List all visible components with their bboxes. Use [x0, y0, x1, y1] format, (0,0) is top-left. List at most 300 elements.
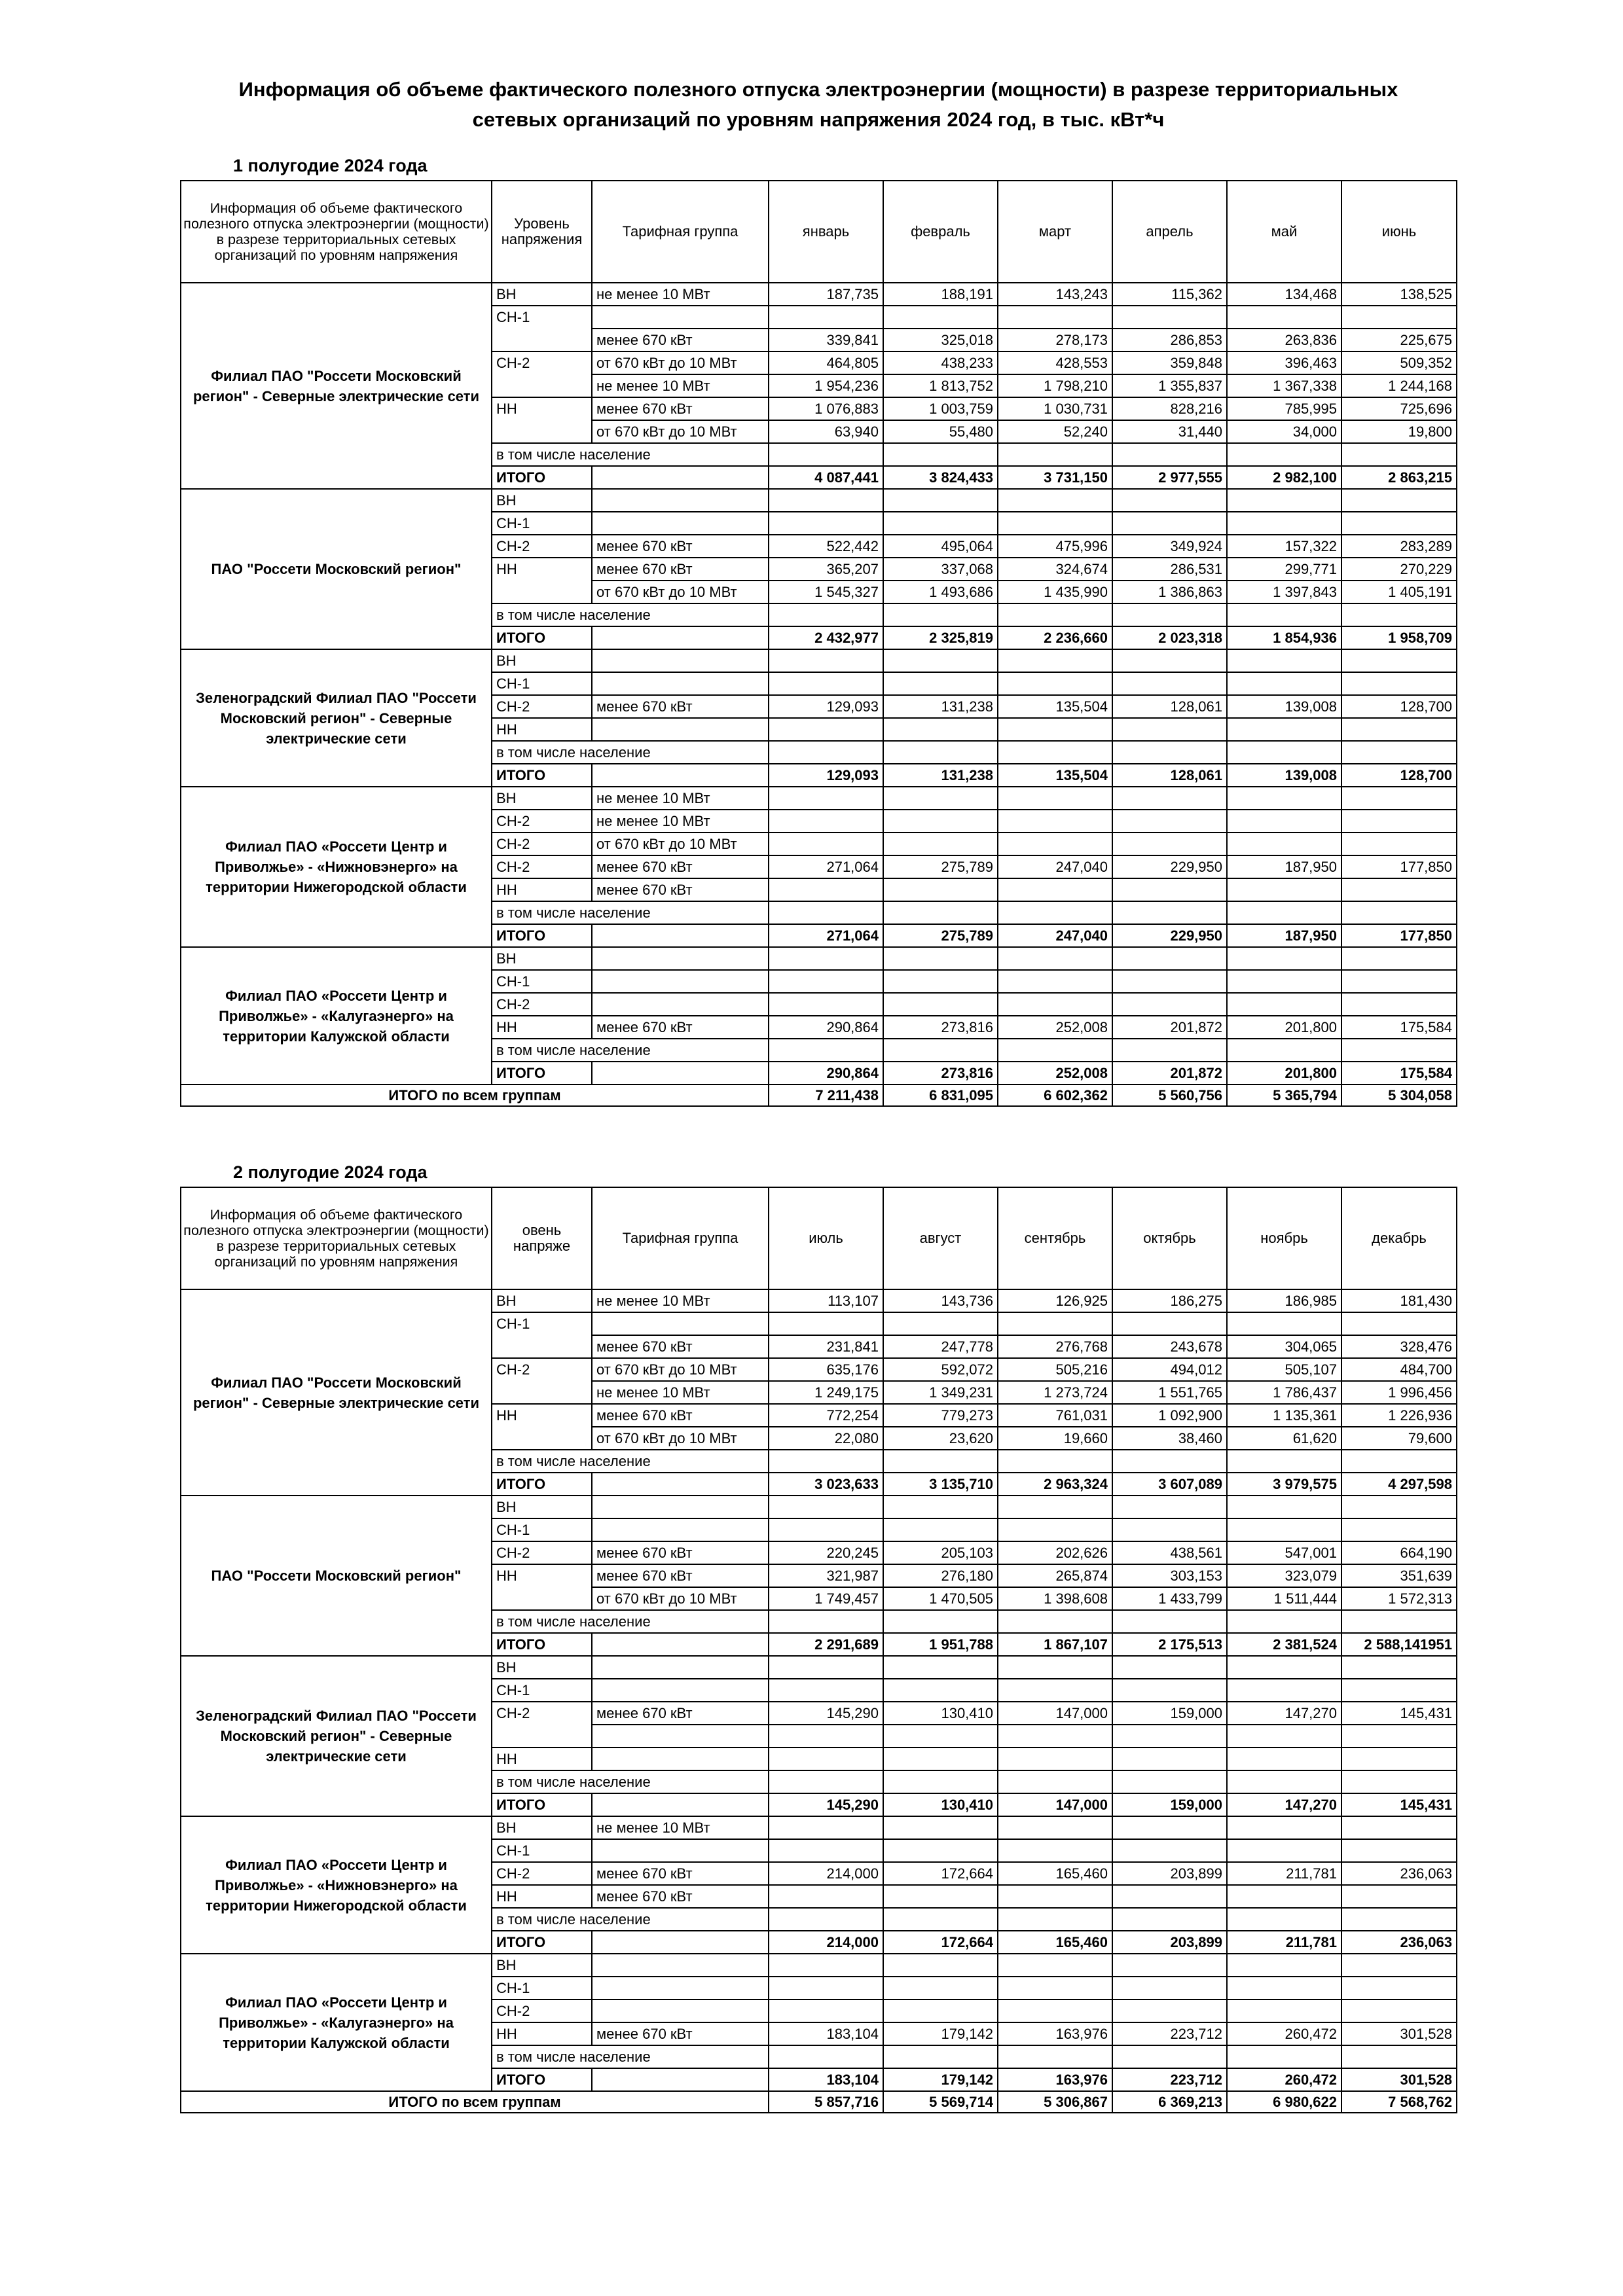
tariff-group: менее 670 кВт [592, 558, 769, 581]
organization-name: ПАО "Россети Московский регион" [181, 1496, 492, 1656]
total-label: ИТОГО [492, 764, 592, 787]
total-value: 1 867,107 [998, 1633, 1112, 1656]
header-month: декабрь [1341, 1187, 1457, 1289]
value-cell [1112, 878, 1227, 901]
header-month: сентябрь [998, 1187, 1112, 1289]
voltage-level [492, 329, 592, 351]
population-label: в том числе население [492, 1039, 592, 1062]
value-cell: 1 398,608 [998, 1587, 1112, 1610]
half2-table [180, 1187, 1457, 2113]
total-value: 3 607,089 [1112, 1473, 1227, 1496]
value-cell [1227, 1885, 1341, 1908]
voltage-level [492, 1587, 592, 1610]
value-cell [1341, 1039, 1457, 1062]
total-value: 252,008 [998, 1062, 1112, 1085]
total-label: ИТОГО [492, 626, 592, 649]
total-value: 2 588,141951 [1341, 1633, 1457, 1656]
value-cell [1112, 1816, 1227, 1839]
tariff-group [592, 947, 769, 970]
value-cell: 172,664 [883, 1862, 998, 1885]
value-cell [1227, 1908, 1341, 1931]
tariff-group: не менее 10 МВт [592, 787, 769, 810]
total-value: 131,238 [883, 764, 998, 787]
tariff-group [592, 1839, 769, 1862]
value-cell: 38,460 [1112, 1427, 1227, 1450]
value-cell: 1 749,457 [769, 1587, 883, 1610]
grand-total-value: 5 304,058 [1341, 1085, 1457, 1106]
value-cell: 128,061 [1112, 695, 1227, 718]
voltage-level: СН-2 [492, 351, 592, 374]
table-row [181, 1816, 1457, 1839]
value-cell: 509,352 [1341, 351, 1457, 374]
total-value: 2 977,555 [1112, 466, 1227, 489]
value-cell [883, 443, 998, 466]
value-cell: 1 786,437 [1227, 1381, 1341, 1404]
value-cell [1112, 489, 1227, 512]
tariff-group: от 670 кВт до 10 МВт [592, 351, 769, 374]
value-cell: 177,850 [1341, 855, 1457, 878]
tariff-group [592, 649, 769, 672]
table-row [181, 787, 1457, 810]
value-cell [1227, 649, 1341, 672]
total-value: 2 432,977 [769, 626, 883, 649]
tariff-group: не менее 10 МВт [592, 374, 769, 397]
grand-total-value: 6 980,622 [1227, 2091, 1341, 2113]
value-cell [883, 2045, 998, 2068]
value-cell [883, 1885, 998, 1908]
value-cell: 494,012 [1112, 1358, 1227, 1381]
total-label: ИТОГО [492, 1793, 592, 1816]
value-cell: 130,410 [883, 1702, 998, 1725]
header-tariff-group: Тарифная группа [592, 181, 769, 283]
voltage-level: СН-2 [492, 1358, 592, 1381]
voltage-level: НН [492, 1564, 592, 1587]
value-cell: 1 397,843 [1227, 581, 1341, 603]
total-value: 4 297,598 [1341, 1473, 1457, 1496]
header-voltage-level: Уровень напряжения [492, 181, 592, 283]
value-cell: 349,924 [1112, 535, 1227, 558]
value-cell [1341, 1496, 1457, 1518]
value-cell: 772,254 [769, 1404, 883, 1427]
population-label: в том числе население [492, 2045, 592, 2068]
tariff-group: менее 670 кВт [592, 855, 769, 878]
total-value: 223,712 [1112, 2068, 1227, 2091]
voltage-level: НН [492, 1748, 592, 1770]
organization-name: Филиал ПАО «Россети Центр и Приволжье» - «Калугаэнерго» на территории Калужской области [181, 947, 492, 1085]
voltage-level [492, 1335, 592, 1358]
value-cell [883, 901, 998, 924]
value-cell: 263,836 [1227, 329, 1341, 351]
total-value: 236,063 [1341, 1931, 1457, 1954]
voltage-level: СН-1 [492, 1839, 592, 1862]
value-cell [769, 833, 883, 855]
total-value: 214,000 [769, 1931, 883, 1954]
value-cell: 1 996,456 [1341, 1381, 1457, 1404]
value-cell [998, 1954, 1112, 1977]
value-cell [1341, 1748, 1457, 1770]
total-value: 2 175,513 [1112, 1633, 1227, 1656]
total-value: 159,000 [1112, 1793, 1227, 1816]
value-cell [769, 2045, 883, 2068]
value-cell [1341, 1839, 1457, 1862]
total-label: ИТОГО [492, 466, 592, 489]
total-value: 2 381,524 [1227, 1633, 1341, 1656]
value-cell: 1 355,837 [1112, 374, 1227, 397]
voltage-level: СН-1 [492, 970, 592, 993]
value-cell [883, 1450, 998, 1473]
value-cell: 283,289 [1341, 535, 1457, 558]
value-cell [769, 787, 883, 810]
value-cell [1227, 1518, 1341, 1541]
grand-total-value: 6 369,213 [1112, 2091, 1227, 2113]
value-cell [1227, 1748, 1341, 1770]
value-cell [1341, 1518, 1457, 1541]
tariff-group: от 670 кВт до 10 МВт [592, 420, 769, 443]
table-row [181, 947, 1457, 970]
value-cell [769, 1679, 883, 1702]
value-cell [1112, 1748, 1227, 1770]
value-cell: 592,072 [883, 1358, 998, 1381]
voltage-level [492, 581, 592, 603]
value-cell [883, 1518, 998, 1541]
total-label: ИТОГО [492, 1633, 592, 1656]
value-cell [1112, 2045, 1227, 2068]
header-month: июль [769, 1187, 883, 1289]
value-cell [769, 489, 883, 512]
value-cell [1341, 603, 1457, 626]
value-cell: 138,525 [1341, 283, 1457, 306]
table-row [181, 1289, 1457, 1312]
table-row [181, 1954, 1457, 1977]
value-cell [998, 1656, 1112, 1679]
value-cell: 129,093 [769, 695, 883, 718]
voltage-level: СН-2 [492, 810, 592, 833]
value-cell: 113,107 [769, 1289, 883, 1312]
value-cell [883, 947, 998, 970]
total-value: 147,000 [998, 1793, 1112, 1816]
value-cell: 475,996 [998, 535, 1112, 558]
value-cell: 290,864 [769, 1016, 883, 1039]
value-cell [1112, 1770, 1227, 1793]
value-cell [1227, 833, 1341, 855]
value-cell [1227, 901, 1341, 924]
value-cell [1341, 1610, 1457, 1633]
value-cell [1341, 1450, 1457, 1473]
value-cell: 337,068 [883, 558, 998, 581]
voltage-level: ВН [492, 787, 592, 810]
value-cell: 270,229 [1341, 558, 1457, 581]
value-cell [1227, 1977, 1341, 2000]
value-cell [1112, 1885, 1227, 1908]
grand-total-value: 6 831,095 [883, 1085, 998, 1106]
header-month: январь [769, 181, 883, 283]
value-cell: 202,626 [998, 1541, 1112, 1564]
tariff-group [592, 1977, 769, 2000]
tariff-group [592, 2000, 769, 2022]
voltage-level [492, 374, 592, 397]
value-cell [769, 1450, 883, 1473]
organization-name: ПАО "Россети Московский регион" [181, 489, 492, 649]
value-cell [769, 649, 883, 672]
value-cell: 181,430 [1341, 1289, 1457, 1312]
header-month: октябрь [1112, 1187, 1227, 1289]
voltage-level: НН [492, 2022, 592, 2045]
value-cell [1112, 1839, 1227, 1862]
value-cell: 205,103 [883, 1541, 998, 1564]
total-value: 147,270 [1227, 1793, 1341, 1816]
value-cell [998, 2045, 1112, 2068]
value-cell [998, 1039, 1112, 1062]
header-month: ноябрь [1227, 1187, 1341, 1289]
value-cell [1341, 947, 1457, 970]
value-cell: 278,173 [998, 329, 1112, 351]
tariff-group [592, 1748, 769, 1770]
value-cell [883, 1610, 998, 1633]
value-cell: 779,273 [883, 1404, 998, 1427]
header-month: июнь [1341, 181, 1457, 283]
value-cell [769, 1496, 883, 1518]
value-cell: 1 135,361 [1227, 1404, 1341, 1427]
value-cell: 1 954,236 [769, 374, 883, 397]
total-value: 1 854,936 [1227, 626, 1341, 649]
half1-label: 1 полугодие 2024 года [233, 156, 428, 175]
total-value: 211,781 [1227, 1931, 1341, 1954]
value-cell [1112, 718, 1227, 741]
value-cell [998, 947, 1112, 970]
value-cell [883, 1816, 998, 1839]
total-value: 145,290 [769, 1793, 883, 1816]
value-cell [1227, 2045, 1341, 2068]
organization-name: Филиал ПАО «Россети Центр и Приволжье» - «Нижновэнерго» на территории Нижегородской области [181, 787, 492, 947]
tariff-group [592, 1725, 769, 1748]
total-value: 3 731,150 [998, 466, 1112, 489]
total-value: 128,061 [1112, 764, 1227, 787]
value-cell: 547,001 [1227, 1541, 1341, 1564]
value-cell: 304,065 [1227, 1335, 1341, 1358]
value-cell [1341, 787, 1457, 810]
value-cell: 260,472 [1227, 2022, 1341, 2045]
table-row [181, 649, 1457, 672]
total-value: 2 236,660 [998, 626, 1112, 649]
value-cell [1341, 718, 1457, 741]
value-cell [883, 649, 998, 672]
voltage-level [492, 420, 592, 443]
value-cell: 505,107 [1227, 1358, 1341, 1381]
value-cell: 438,233 [883, 351, 998, 374]
voltage-level: ВН [492, 1954, 592, 1977]
value-cell [769, 810, 883, 833]
value-cell: 214,000 [769, 1862, 883, 1885]
value-cell [1227, 741, 1341, 764]
voltage-level: СН-1 [492, 1518, 592, 1541]
value-cell [1227, 2000, 1341, 2022]
value-cell: 761,031 [998, 1404, 1112, 1427]
tariff-group: менее 670 кВт [592, 695, 769, 718]
value-cell: 725,696 [1341, 397, 1457, 420]
total-tariff [592, 1473, 769, 1496]
value-cell [769, 1656, 883, 1679]
total-value: 187,950 [1227, 924, 1341, 947]
value-cell [998, 1518, 1112, 1541]
value-cell: 286,853 [1112, 329, 1227, 351]
value-cell: 134,468 [1227, 283, 1341, 306]
voltage-level: СН-2 [492, 855, 592, 878]
half2-label: 2 полугодие 2024 года [233, 1162, 428, 1182]
value-cell: 247,778 [883, 1335, 998, 1358]
population-label: в том числе население [492, 603, 592, 626]
tariff-group: менее 670 кВт [592, 1016, 769, 1039]
total-value: 165,460 [998, 1931, 1112, 1954]
value-cell [998, 1679, 1112, 1702]
total-value: 129,093 [769, 764, 883, 787]
total-value: 145,431 [1341, 1793, 1457, 1816]
value-cell: 303,153 [1112, 1564, 1227, 1587]
value-cell [769, 672, 883, 695]
voltage-level: НН [492, 558, 592, 581]
value-cell: 145,290 [769, 1702, 883, 1725]
value-cell [998, 306, 1112, 329]
value-cell: 464,805 [769, 351, 883, 374]
value-cell: 247,040 [998, 855, 1112, 878]
value-cell [1341, 901, 1457, 924]
value-cell: 273,816 [883, 1016, 998, 1039]
value-cell: 34,000 [1227, 420, 1341, 443]
value-cell: 323,079 [1227, 1564, 1341, 1587]
value-cell [1341, 1977, 1457, 2000]
tariff-group: от 670 кВт до 10 МВт [592, 581, 769, 603]
value-cell [1112, 1496, 1227, 1518]
value-cell: 276,768 [998, 1335, 1112, 1358]
value-cell: 31,440 [1112, 420, 1227, 443]
value-cell [1227, 718, 1341, 741]
value-cell [1341, 306, 1457, 329]
value-cell [1112, 970, 1227, 993]
value-cell: 321,987 [769, 1564, 883, 1587]
value-cell: 179,142 [883, 2022, 998, 2045]
value-cell [1227, 1839, 1341, 1862]
value-cell [998, 993, 1112, 1016]
total-tariff [592, 466, 769, 489]
population-label: в том числе население [492, 1450, 592, 1473]
voltage-level: НН [492, 1404, 592, 1427]
value-cell [883, 810, 998, 833]
total-value: 301,528 [1341, 2068, 1457, 2091]
value-cell [1227, 1770, 1341, 1793]
value-cell [1227, 1656, 1341, 1679]
voltage-level: НН [492, 878, 592, 901]
organization-name: Филиал ПАО «Россети Центр и Приволжье» - «Калугаэнерго» на территории Калужской области [181, 1954, 492, 2091]
total-value: 139,008 [1227, 764, 1341, 787]
value-cell: 79,600 [1341, 1427, 1457, 1450]
value-cell: 271,064 [769, 855, 883, 878]
title-line-2: сетевых организаций по уровням напряжения 2024 год, в тыс. кВт*ч [472, 108, 1165, 131]
value-cell: 147,000 [998, 1702, 1112, 1725]
tariff-group: от 670 кВт до 10 МВт [592, 1427, 769, 1450]
total-value: 3 135,710 [883, 1473, 998, 1496]
total-tariff [592, 1633, 769, 1656]
value-cell [1227, 672, 1341, 695]
tariff-group: от 670 кВт до 10 МВт [592, 833, 769, 855]
voltage-level: НН [492, 1016, 592, 1039]
total-value: 130,410 [883, 1793, 998, 1816]
value-cell [998, 970, 1112, 993]
value-cell: 201,800 [1227, 1016, 1341, 1039]
value-cell: 664,190 [1341, 1541, 1457, 1564]
value-cell [1341, 2045, 1457, 2068]
value-cell [1227, 1312, 1341, 1335]
value-cell [998, 1908, 1112, 1931]
value-cell: 1 435,990 [998, 581, 1112, 603]
value-cell [883, 1312, 998, 1335]
tariff-group [592, 718, 769, 741]
value-cell [1341, 512, 1457, 535]
value-cell [998, 1770, 1112, 1793]
value-cell: 1 572,313 [1341, 1587, 1457, 1610]
value-cell [769, 306, 883, 329]
tariff-group: не менее 10 МВт [592, 283, 769, 306]
value-cell [1112, 649, 1227, 672]
value-cell: 1 386,863 [1112, 581, 1227, 603]
value-cell [883, 1954, 998, 1977]
value-cell [1112, 787, 1227, 810]
header-description: Информация об объеме фактического полезного отпуска электроэнергии (мощности) в разрезе территориальных сетевых организаций по уровням напряжения [181, 181, 492, 283]
value-cell: 522,442 [769, 535, 883, 558]
value-cell [769, 878, 883, 901]
value-cell [1341, 741, 1457, 764]
value-cell: 22,080 [769, 1427, 883, 1450]
value-cell [998, 1977, 1112, 2000]
value-cell: 1 798,210 [998, 374, 1112, 397]
tariff-group: не менее 10 МВт [592, 1381, 769, 1404]
header-month: апрель [1112, 181, 1227, 283]
value-cell [1227, 306, 1341, 329]
value-cell: 635,176 [769, 1358, 883, 1381]
population-label: в том числе население [492, 443, 592, 466]
tariff-group: от 670 кВт до 10 МВт [592, 1587, 769, 1610]
value-cell: 126,925 [998, 1289, 1112, 1312]
voltage-level: СН-2 [492, 535, 592, 558]
value-cell [1112, 810, 1227, 833]
total-value: 3 023,633 [769, 1473, 883, 1496]
value-cell [998, 901, 1112, 924]
value-cell [1341, 1885, 1457, 1908]
value-cell [769, 1039, 883, 1062]
header-row [181, 181, 1457, 283]
value-cell [998, 787, 1112, 810]
value-cell: 159,000 [1112, 1702, 1227, 1725]
value-cell [1227, 787, 1341, 810]
value-cell: 1 273,724 [998, 1381, 1112, 1404]
value-cell: 438,561 [1112, 1541, 1227, 1564]
value-cell [769, 443, 883, 466]
value-cell [883, 512, 998, 535]
total-value: 201,800 [1227, 1062, 1341, 1085]
value-cell [1341, 993, 1457, 1016]
value-cell [998, 833, 1112, 855]
value-cell [883, 1496, 998, 1518]
voltage-level [492, 1725, 592, 1748]
value-cell [1112, 1039, 1227, 1062]
value-cell [1341, 1656, 1457, 1679]
value-cell [998, 2000, 1112, 2022]
value-cell [883, 1977, 998, 2000]
value-cell [769, 1725, 883, 1748]
total-value: 2 325,819 [883, 626, 998, 649]
value-cell: 186,275 [1112, 1289, 1227, 1312]
value-cell [883, 603, 998, 626]
value-cell [1112, 1656, 1227, 1679]
value-cell [1112, 1954, 1227, 1977]
